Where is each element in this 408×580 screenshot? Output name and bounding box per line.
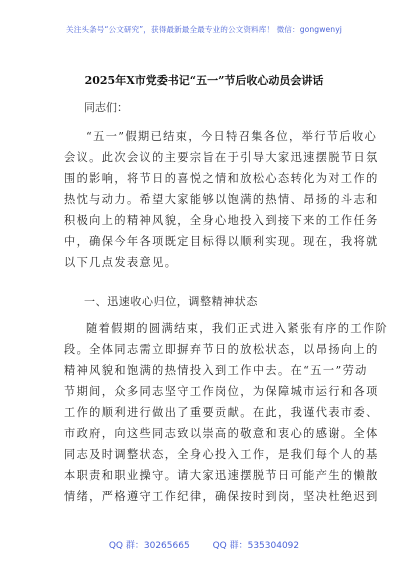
paragraph-line: 情绪，严格遵守工作纪律，确保按时到岗，坚决杜绝迟到 [64, 490, 379, 503]
paragraph-line: 围的影响，将节日的喜悦之情和放松心态转化为对工作的 [64, 172, 379, 185]
paragraph-line: “五一”假期已结束，今日特召集各位，举行节后收心 [86, 130, 378, 143]
paragraph-line: 段。全体同志需立即摒弃节日的放松状态，以昂扬向上的 [64, 343, 379, 356]
paragraph-line: 会议。此次会议的主要宗旨在于引导大家迅速摆脱节日氛 [64, 151, 379, 164]
paragraph-line: 以下几点发表意见。 [64, 256, 178, 269]
section-heading: 一、迅速收心归位，调整精神状态 [84, 295, 258, 308]
paragraph-line: 精神风貌和饱满的热情投入到工作中去。在“五一”劳动 [64, 364, 368, 377]
paragraph-line: 工作的顺利进行做出了重要贡献。在此，我谨代表市委、 [64, 406, 379, 419]
paragraph-line: 同志及时调整状态，全身心投入工作，是我们每个人的基 [64, 448, 379, 461]
paragraph-1 [64, 126, 379, 273]
paragraph-line: 随着假期的圆满结束，我们正式进入紧张有序的工作阶 [86, 322, 389, 335]
paragraph-line: 本职责和职业操守。请大家迅速摆脱节日可能产生的懒散 [64, 469, 379, 482]
paragraph-line: 热忱与动力。希望大家能够以饱满的热情、昂扬的斗志和 [64, 193, 379, 206]
paragraph-2 [64, 318, 389, 507]
paragraph-line: 中，确保今年各项既定目标得以顺利实现。现在，我将就 [64, 235, 379, 248]
paragraph-line: 市政府，向这些同志致以崇高的敬意和衷心的感谢。全体 [64, 427, 379, 440]
footer [0, 538, 408, 551]
salutation: 同志们： [84, 101, 128, 114]
header-banner: 关注头条号“公文研究”，获得最新最全最专业的公文资料库！ 微信：gongwenyj [66, 25, 342, 34]
footer-qq-group-1: QQ 群：30265665 [108, 541, 190, 551]
document-title: 2025年X市党委书记“五一”节后收心动员会讲话 [84, 74, 324, 87]
footer-qq-group-2: QQ 群：535304092 [212, 541, 300, 551]
paragraph-line: 积极向上的精神风貌，全身心地投入到接下来的工作任务 [64, 214, 379, 227]
paragraph-line: 节期间，众多同志坚守工作岗位，为保障城市运行和各项 [64, 385, 379, 398]
